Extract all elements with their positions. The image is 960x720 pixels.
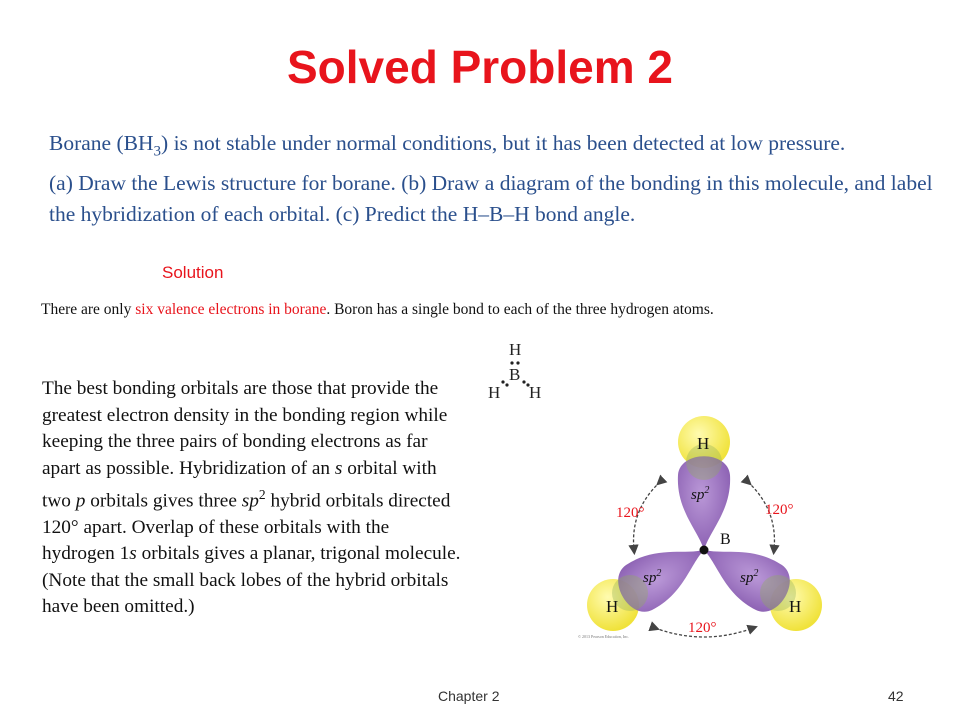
angle-label-left: 120° <box>616 505 645 521</box>
copyright-note: © 2013 Pearson Education, Inc. <box>578 634 630 639</box>
lewis-dot <box>505 383 508 386</box>
exp-t5: orbitals gives three <box>85 490 242 512</box>
lewis-center-b: B <box>509 365 521 384</box>
h-label-top: H <box>697 434 710 453</box>
slide-title: Solved Problem 2 <box>286 41 673 93</box>
exp-t6: sp <box>241 490 259 512</box>
exp-t9: s <box>129 543 137 565</box>
problem-part2: (a) Draw the Lewis structure for borane. (b) Draw a diagram of the bonding in this molecule, and label the hybridization of each orbital. (c) Predict the H–B–H bond angle. <box>49 170 933 227</box>
exp-t2: s <box>334 457 343 479</box>
problem-part1-post: ) is not stable under normal conditions, but it has been detected at low pressure. <box>161 131 846 155</box>
intro-highlight: six valence electrons in borane <box>135 301 327 318</box>
intro-pre: There are only <box>41 301 136 318</box>
exp-t10: orbitals gives a planar, trigonal molecule. (Note that the small back lobes of the hybrid orbitals have been omitted.) <box>42 543 461 618</box>
intro-post: . Boron has a single bond to each of the three hydrogen atoms. <box>326 301 714 318</box>
sp2-label-right: $sp^2$ <box>740 568 759 586</box>
exp-t7: 2 <box>258 487 266 502</box>
orbital-diagram <box>560 410 850 650</box>
boron-nucleus <box>700 546 709 555</box>
exp-t8: hybrid orbitals directed 120° apart. Overlap of these orbitals with the hydrogen 1 <box>42 490 451 565</box>
h-label-right: H <box>789 597 802 616</box>
problem-part1-sub: 3 <box>153 143 162 160</box>
angle-label-right: 120° <box>765 502 794 518</box>
sp2-label-top: $sp^2$ <box>691 485 710 503</box>
footer-chapter: Chapter 2 <box>438 688 500 704</box>
lewis-dot <box>522 380 525 383</box>
lewis-right-h: H <box>529 383 542 402</box>
lewis-structure <box>484 340 548 406</box>
footer-page-number: 42 <box>888 688 904 704</box>
problem-statement <box>49 128 944 231</box>
problem-part1-pre: Borane (BH <box>49 131 154 155</box>
exp-t1: The best bonding orbitals are those that provide the greatest electron density in the bonding region while keeping the three pairs of bonding electrons as far apart as possible. Hybridization of an <box>42 378 448 479</box>
solution-label: Solution <box>162 263 224 282</box>
exp-t3: orbital with two <box>42 457 437 512</box>
angle-label-bottom: 120° <box>688 620 717 636</box>
boron-label: B <box>720 531 731 548</box>
sp2-label-left: $sp^2$ <box>643 568 662 586</box>
lewis-dot <box>501 380 504 383</box>
lewis-left-h: H <box>488 383 501 402</box>
lewis-top-h: H <box>509 340 522 359</box>
explanation-text <box>42 376 462 621</box>
solution-intro <box>41 297 921 322</box>
h-label-left: H <box>606 597 619 616</box>
exp-t4: p <box>75 490 86 512</box>
